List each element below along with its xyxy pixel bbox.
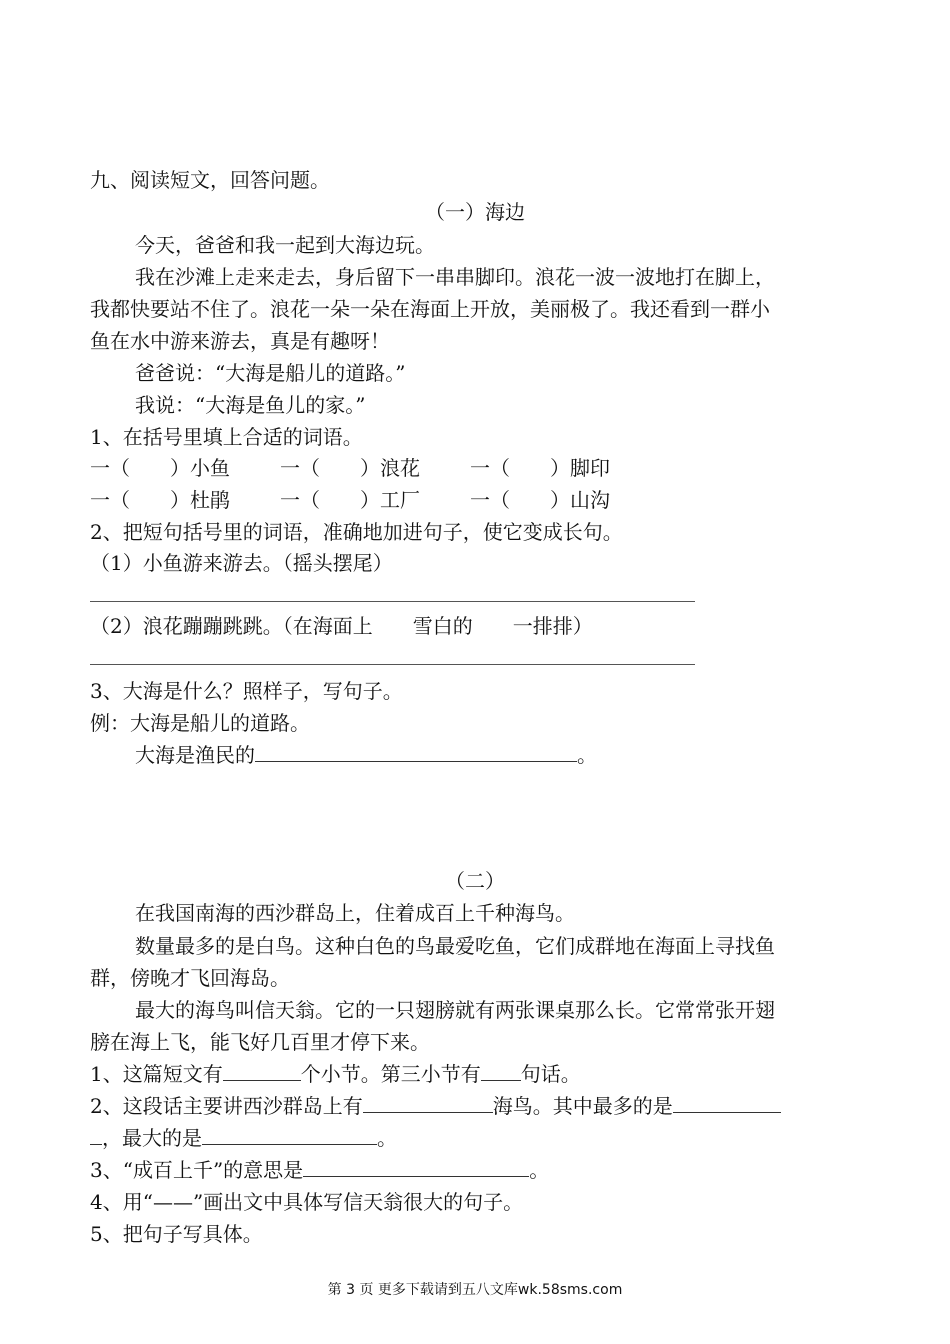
question-line: 5、把句子写具体。 (90, 1222, 263, 1246)
passage2-paragraph: 膀在海上飞，能飞好几百里才停下来。 (90, 1030, 430, 1054)
question-line (90, 1094, 781, 1118)
question-text: ，最大的是 (102, 1126, 202, 1150)
question-prompt: 3、大海是什么？照样子，写句子。 (90, 679, 403, 703)
passage2-paragraph: 在我国南海的西沙群岛上，住着成百上千种海鸟。 (135, 901, 575, 925)
question-text: 3、“成百上千”的意思是 (90, 1158, 304, 1182)
blank (481, 1062, 521, 1081)
passage1-paragraph: 鱼在水中游来游去，真是有趣呀！ (90, 329, 390, 353)
fill-item: 一（ ）工厂 (280, 488, 420, 512)
blank (363, 1094, 493, 1113)
question-prompt: 2、把短句括号里的词语，准确地加进句子，使它变成长句。 (90, 520, 623, 544)
fill-item: 一（ ）杜鹃 (90, 488, 230, 512)
question-line (90, 1158, 549, 1182)
question-text: 海鸟。其中最多的是 (492, 1094, 673, 1118)
question-line: 4、用“——”画出文中具体写信天翁很大的句子。 (90, 1190, 524, 1214)
question-line (90, 1126, 397, 1150)
passage2-title: （二） (445, 869, 505, 893)
question-line (90, 1062, 581, 1086)
page-footer: 第 3 页 更多下载请到五八文库wk.58sms.com (327, 1282, 623, 1298)
passage1-paragraph: 今天，爸爸和我一起到大海边玩。 (135, 233, 435, 257)
question-item: （2）浪花蹦蹦跳跳。（在海面上 雪白的 一排排） (90, 614, 593, 638)
question-text: 个小节。第三小节有 (300, 1062, 481, 1086)
passage1-paragraph: 我说：“大海是鱼儿的家。” (135, 393, 366, 417)
fill-row (90, 488, 610, 512)
question-item: （1）小鱼游来游去。（摇头摆尾） (90, 551, 393, 575)
passage2-paragraph: 最大的海鸟叫信天翁。它的一只翅膀就有两张课桌那么长。它常常张开翅 (135, 998, 775, 1022)
blank (255, 743, 577, 762)
fill-sentence (135, 743, 597, 767)
blank (673, 1094, 781, 1113)
passage1-title: （一）海边 (425, 200, 525, 224)
question-text: 。 (377, 1126, 397, 1150)
question-text: 1、这篇短文有 (90, 1062, 223, 1086)
example-sentence: 例：大海是船儿的道路。 (90, 711, 310, 735)
passage2-paragraph: 群，傍晚才飞回海岛。 (90, 966, 290, 990)
answer-line (90, 601, 695, 602)
question-text: 。 (529, 1158, 550, 1182)
section-title: 九、阅读短文，回答问题。 (90, 168, 330, 192)
fill-item: 一（ ）浪花 (280, 456, 420, 480)
fill-item: 一（ ）脚印 (470, 456, 610, 480)
question-prompt: 1、在括号里填上合适的词语。 (90, 425, 363, 449)
passage1-paragraph: 爸爸说：“大海是船儿的道路。” (135, 361, 406, 385)
passage1-paragraph: 我都快要站不住了。浪花一朵一朵在海面上开放，美丽极了。我还看到一群小 (90, 297, 770, 321)
fill-item: 一（ ）小鱼 (90, 456, 230, 480)
blank (303, 1158, 529, 1177)
fill-row (90, 456, 610, 480)
fill-text: 。 (577, 743, 597, 767)
question-text: 句话。 (520, 1062, 581, 1086)
passage1-paragraph: 我在沙滩上走来走去，身后留下一串串脚印。浪花一波一波地打在脚上， (135, 265, 775, 289)
passage2-paragraph: 数量最多的是白鸟。这种白色的鸟最爱吃鱼，它们成群地在海面上寻找鱼 (135, 934, 775, 958)
fill-item: 一（ ）山沟 (470, 488, 610, 512)
fill-text: 大海是渔民的 (135, 743, 255, 767)
answer-line (90, 664, 695, 665)
blank (90, 1126, 102, 1145)
blank (202, 1126, 377, 1145)
question-text: 2、这段话主要讲西沙群岛上有 (90, 1094, 363, 1118)
blank (223, 1062, 301, 1081)
